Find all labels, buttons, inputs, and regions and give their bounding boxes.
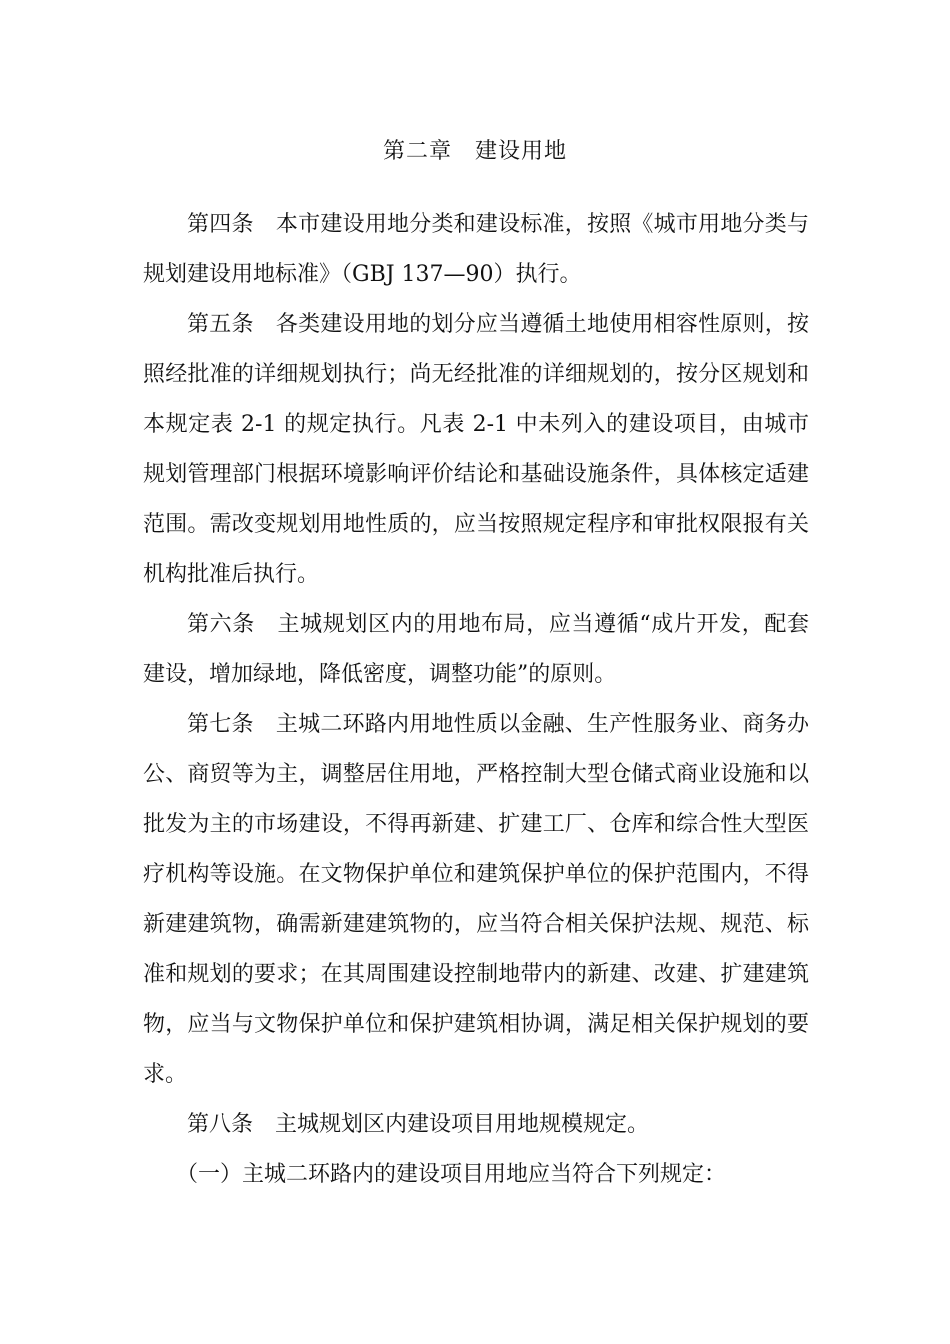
article-6 xyxy=(143,600,809,700)
article-label: 第六条 xyxy=(187,612,278,637)
article-text: 主城二环路内用地性质以金融、生产性服务业、商务办公、商贸等为主，调整居住用地，严格控制大型仓储式商业设施和以批发为主的市场建设，不得再新建、扩建工厂、仓库和综合性大型医疗机构等设施。在文物保护单位和建筑保护单位的保护范围内，不得新建建筑物，确需新建建筑物的，应当符合相关保护法规、规范、标准和规划的要求；在其周围建设控制地带内的新建、改建、扩建建筑物，应当与文物保护单位和保护建筑相协调，满足相关保护规划的要求。 xyxy=(143,712,809,1087)
article-label: 第五条 xyxy=(187,312,276,337)
article-text: 主城规划区内的用地布局，应当遵循“成片开发，配套建设，增加绿地，降低密度，调整功能”的原则。 xyxy=(143,612,809,687)
article-8 xyxy=(143,1100,809,1150)
article-text: 本市建设用地分类和建设标准，按照《城市用地分类与规划建设用地标准》（GBJ 137—90）执行。 xyxy=(143,212,809,287)
article-7 xyxy=(143,700,809,1100)
article-label: 第七条 xyxy=(187,712,276,737)
article-text: 主城规划区内建设项目用地规模规定。 xyxy=(275,1112,650,1137)
article-text: 各类建设用地的划分应当遵循土地使用相容性原则，按照经批准的详细规划执行；尚无经批准的详细规划的，按分区规划和本规定表 2-1 的规定执行。凡表 2-1 中未列入的建设项目，由城市规划管理部门根据环境影响评价结论和基础设施条件，具体核定适建范围。需改变规划用地性质的，应当按照规定程序和审批权限报有关机构批准后执行。 xyxy=(143,312,809,587)
article-label: 第四条 xyxy=(187,212,276,237)
article-4 xyxy=(143,200,809,300)
chapter-title: 第二章 建设用地 xyxy=(382,139,567,164)
sub-item-1: （一）主城二环路内的建设项目用地应当符合下列规定： xyxy=(176,1162,727,1187)
article-label: 第八条 xyxy=(187,1112,276,1137)
article-5 xyxy=(143,300,809,600)
document-body xyxy=(143,200,809,1200)
